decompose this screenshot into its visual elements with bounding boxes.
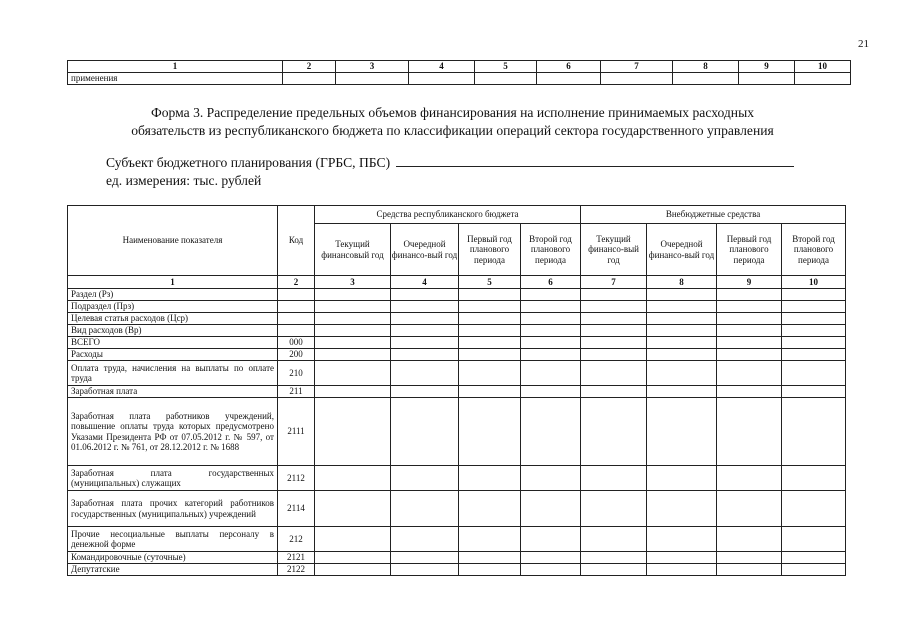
row-code	[278, 313, 315, 325]
column-numbers-row	[68, 276, 846, 289]
form-title-line1: Форма 3. Распределение предельных объемов финансирования на исполнение принимаемых расходных	[151, 105, 754, 120]
row-indicator-name: Заработная плата работников учреждений, повышение оплаты труда которых предусмотрено Указами Президента РФ от 07.05.2012 г. № 597, от 01.06.2012 г. № 761, от 28.12.2012 г. № 1688	[68, 398, 278, 466]
value-cell[interactable]	[391, 527, 459, 552]
row-code	[278, 289, 315, 301]
value-cell[interactable]	[782, 301, 846, 313]
top-col-number: 7	[601, 61, 673, 73]
row-indicator-name: Депутатские	[68, 564, 278, 576]
value-cell[interactable]	[581, 337, 647, 349]
value-cell[interactable]	[647, 289, 717, 301]
header-code: Код	[278, 206, 315, 276]
header-indicator-name: Наименование показателя	[68, 206, 278, 276]
value-cell[interactable]	[581, 289, 647, 301]
top-table-header-row	[68, 61, 851, 73]
top-col-number: 6	[537, 61, 601, 73]
row-indicator-name: Вид расходов (Вр)	[68, 325, 278, 337]
subject-fill-line[interactable]	[396, 154, 794, 167]
value-cell[interactable]	[717, 552, 782, 564]
column-number: 4	[391, 276, 459, 289]
column-number: 9	[717, 276, 782, 289]
value-cell[interactable]	[391, 466, 459, 491]
header-rep-first-plan-year: Первый год планового периода	[459, 224, 521, 276]
value-cell[interactable]	[647, 398, 717, 466]
top-table-row	[68, 73, 851, 85]
table-row	[68, 552, 846, 564]
value-cell[interactable]	[782, 398, 846, 466]
value-cell[interactable]	[782, 491, 846, 527]
column-number: 1	[68, 276, 278, 289]
value-cell[interactable]	[717, 313, 782, 325]
header-rep-current-year: Текущий финансовый год	[315, 224, 391, 276]
top-col-number: 8	[673, 61, 739, 73]
column-number: 2	[278, 276, 315, 289]
row-indicator-name: Подраздел (Прз)	[68, 301, 278, 313]
value-cell[interactable]	[782, 289, 846, 301]
header-extra-next-year: Очередной финансо-вый год	[647, 224, 717, 276]
row-code: 2121	[278, 552, 315, 564]
value-cell[interactable]	[782, 552, 846, 564]
value-cell[interactable]	[581, 349, 647, 361]
value-cell[interactable]	[782, 527, 846, 552]
value-cell[interactable]	[315, 289, 391, 301]
value-cell[interactable]	[647, 325, 717, 337]
value-cell[interactable]	[459, 466, 521, 491]
header-republican-budget: Средства республиканского бюджета	[315, 206, 581, 224]
row-indicator-name: Заработная плата прочих категорий работников государственных (муниципальных) учреждений	[68, 491, 278, 527]
value-cell[interactable]	[521, 313, 581, 325]
value-cell[interactable]	[521, 564, 581, 576]
value-cell[interactable]	[581, 386, 647, 398]
value-cell[interactable]	[459, 337, 521, 349]
value-cell[interactable]	[647, 564, 717, 576]
value-cell[interactable]	[521, 386, 581, 398]
value-cell[interactable]	[391, 349, 459, 361]
header-row-groups	[68, 206, 846, 224]
table-row	[68, 313, 846, 325]
value-cell[interactable]	[782, 325, 846, 337]
row-indicator-name: ВСЕГО	[68, 337, 278, 349]
value-cell[interactable]	[647, 349, 717, 361]
value-cell[interactable]	[521, 491, 581, 527]
value-cell[interactable]	[581, 491, 647, 527]
value-cell[interactable]	[782, 313, 846, 325]
value-cell[interactable]	[391, 564, 459, 576]
subject-label: Субъект бюджетного планирования (ГРБС, ПБС)	[106, 155, 391, 170]
row-indicator-name: Раздел (Рз)	[68, 289, 278, 301]
value-cell[interactable]	[459, 552, 521, 564]
value-cell[interactable]	[459, 564, 521, 576]
table-row	[68, 386, 846, 398]
value-cell[interactable]	[581, 564, 647, 576]
table-row	[68, 361, 846, 386]
value-cell[interactable]	[717, 301, 782, 313]
value-cell[interactable]	[391, 386, 459, 398]
table-row	[68, 349, 846, 361]
column-number: 8	[647, 276, 717, 289]
top-col-number: 3	[336, 61, 409, 73]
column-number: 6	[521, 276, 581, 289]
value-cell[interactable]	[717, 564, 782, 576]
value-cell[interactable]	[315, 386, 391, 398]
table-row	[68, 289, 846, 301]
value-cell[interactable]	[315, 398, 391, 466]
value-cell[interactable]	[391, 301, 459, 313]
value-cell[interactable]	[647, 491, 717, 527]
row-code: 212	[278, 527, 315, 552]
value-cell[interactable]	[315, 564, 391, 576]
row-code: 211	[278, 386, 315, 398]
value-cell[interactable]	[391, 289, 459, 301]
financing-table	[67, 205, 846, 576]
value-cell[interactable]	[581, 313, 647, 325]
value-cell[interactable]	[315, 337, 391, 349]
value-cell[interactable]	[315, 361, 391, 386]
value-cell[interactable]	[459, 398, 521, 466]
value-cell[interactable]	[391, 313, 459, 325]
value-cell[interactable]	[581, 466, 647, 491]
header-rep-next-year: Очередной финансо-вый год	[391, 224, 459, 276]
value-cell[interactable]	[717, 386, 782, 398]
value-cell[interactable]	[521, 301, 581, 313]
row-indicator-name: Целевая статья расходов (Цср)	[68, 313, 278, 325]
value-cell[interactable]	[782, 349, 846, 361]
value-cell[interactable]	[521, 325, 581, 337]
value-cell[interactable]	[647, 301, 717, 313]
row-indicator-name: Расходы	[68, 349, 278, 361]
header-extra-current-year: Текущий финансо-вый год	[581, 224, 647, 276]
top-col-number: 9	[739, 61, 795, 73]
value-cell[interactable]	[459, 301, 521, 313]
value-cell[interactable]	[647, 313, 717, 325]
value-cell[interactable]	[782, 386, 846, 398]
value-cell[interactable]	[581, 325, 647, 337]
value-cell[interactable]	[647, 386, 717, 398]
value-cell[interactable]	[459, 313, 521, 325]
unit-label: ед. измерения: тыс. рублей	[106, 173, 262, 188]
subject-line	[106, 154, 794, 171]
form-title-line2: обязательств из республиканского бюджета по классификации операций сектора государственного управления	[131, 123, 774, 138]
row-indicator-name: Оплата труда, начисления на выплаты по оплате труда	[68, 361, 278, 386]
value-cell[interactable]	[581, 361, 647, 386]
top-col-number: 5	[475, 61, 537, 73]
value-cell[interactable]	[782, 361, 846, 386]
row-code: 2111	[278, 398, 315, 466]
row-indicator-name: Заработная плата государственных (муниципальных) служащих	[68, 466, 278, 491]
value-cell[interactable]	[717, 289, 782, 301]
table-row	[68, 398, 846, 466]
value-cell[interactable]	[647, 552, 717, 564]
top-col-number: 10	[795, 61, 851, 73]
column-number: 3	[315, 276, 391, 289]
row-code: 2122	[278, 564, 315, 576]
top-col-number: 4	[409, 61, 475, 73]
column-number: 7	[581, 276, 647, 289]
table-body	[68, 289, 846, 576]
value-cell[interactable]	[391, 552, 459, 564]
value-cell[interactable]	[717, 466, 782, 491]
value-cell[interactable]	[521, 552, 581, 564]
row-code	[278, 301, 315, 313]
value-cell[interactable]	[391, 325, 459, 337]
table-row	[68, 466, 846, 491]
value-cell[interactable]	[315, 313, 391, 325]
value-cell[interactable]	[717, 325, 782, 337]
top-col-number: 1	[68, 61, 283, 73]
value-cell[interactable]	[459, 325, 521, 337]
row-code: 200	[278, 349, 315, 361]
value-cell[interactable]	[521, 349, 581, 361]
value-cell[interactable]	[521, 466, 581, 491]
value-cell[interactable]	[717, 398, 782, 466]
row-code	[278, 325, 315, 337]
row-code: 2112	[278, 466, 315, 491]
header-extrabudgetary: Внебюджетные средства	[581, 206, 846, 224]
value-cell[interactable]	[459, 527, 521, 552]
top-row-label: применения	[68, 73, 283, 85]
value-cell[interactable]	[315, 301, 391, 313]
row-code: 2114	[278, 491, 315, 527]
value-cell[interactable]	[391, 491, 459, 527]
value-cell[interactable]	[459, 289, 521, 301]
header-extra-first-plan-year: Первый год планового периода	[717, 224, 782, 276]
value-cell[interactable]	[459, 386, 521, 398]
value-cell[interactable]	[581, 398, 647, 466]
value-cell[interactable]	[459, 491, 521, 527]
value-cell[interactable]	[717, 527, 782, 552]
table-row	[68, 337, 846, 349]
value-cell[interactable]	[521, 289, 581, 301]
header-extra-second-plan-year: Второй год планового периода	[782, 224, 846, 276]
value-cell[interactable]	[315, 491, 391, 527]
value-cell[interactable]	[782, 564, 846, 576]
value-cell[interactable]	[459, 361, 521, 386]
value-cell[interactable]	[782, 466, 846, 491]
value-cell[interactable]	[391, 398, 459, 466]
value-cell[interactable]	[717, 337, 782, 349]
value-cell[interactable]	[521, 361, 581, 386]
page-number: 21	[858, 38, 869, 50]
value-cell[interactable]	[647, 337, 717, 349]
value-cell[interactable]	[315, 349, 391, 361]
value-cell[interactable]	[459, 349, 521, 361]
value-cell[interactable]	[521, 398, 581, 466]
header-rep-second-plan-year: Второй год планового периода	[521, 224, 581, 276]
row-code: 210	[278, 361, 315, 386]
value-cell[interactable]	[717, 349, 782, 361]
row-indicator-name: Командировочные (суточные)	[68, 552, 278, 564]
row-indicator-name: Заработная плата	[68, 386, 278, 398]
row-indicator-name: Прочие несоциальные выплаты персоналу в денежной форме	[68, 527, 278, 552]
value-cell[interactable]	[647, 466, 717, 491]
column-number: 5	[459, 276, 521, 289]
table-row	[68, 564, 846, 576]
table-row	[68, 325, 846, 337]
top-col-number: 2	[283, 61, 336, 73]
row-code: 000	[278, 337, 315, 349]
value-cell[interactable]	[315, 527, 391, 552]
column-number: 10	[782, 276, 846, 289]
value-cell[interactable]	[647, 527, 717, 552]
value-cell[interactable]	[315, 552, 391, 564]
continued-table-fragment	[67, 60, 851, 85]
table-row	[68, 301, 846, 313]
value-cell[interactable]	[581, 301, 647, 313]
value-cell[interactable]	[717, 491, 782, 527]
value-cell[interactable]	[521, 527, 581, 552]
value-cell[interactable]	[647, 361, 717, 386]
value-cell[interactable]	[782, 337, 846, 349]
value-cell[interactable]	[315, 466, 391, 491]
table-row	[68, 527, 846, 552]
form-title	[0, 104, 905, 140]
value-cell[interactable]	[581, 527, 647, 552]
value-cell[interactable]	[391, 337, 459, 349]
value-cell[interactable]	[581, 552, 647, 564]
table-row	[68, 491, 846, 527]
value-cell[interactable]	[521, 337, 581, 349]
value-cell[interactable]	[315, 325, 391, 337]
value-cell[interactable]	[717, 361, 782, 386]
value-cell[interactable]	[391, 361, 459, 386]
